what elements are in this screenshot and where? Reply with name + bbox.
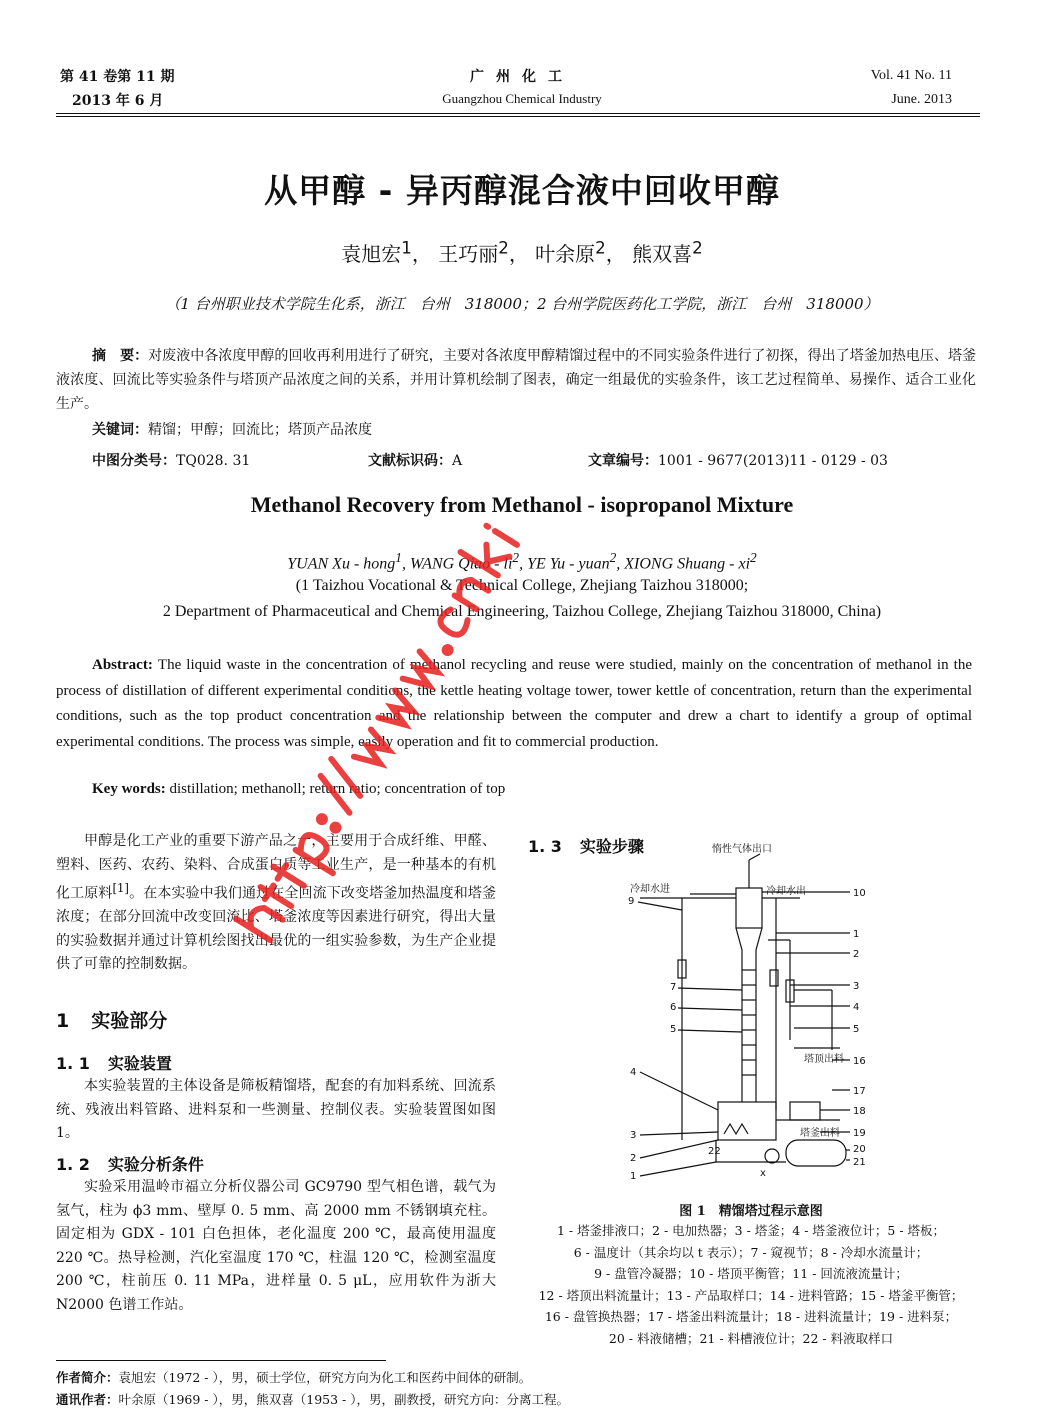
subsection-number: 1. 3 xyxy=(528,837,562,856)
paper-title-en: Methanol Recovery from Methanol - isopropanol Mixture xyxy=(250,492,794,517)
fig-callout-left: 6 xyxy=(670,1002,677,1013)
abstract-en: Abstract: The liquid waste in the concentration of methanol recycling and reuse were studied, mainly on the concentration of methanol in the process of distillation of different experimental conditions, the kettle heating voltage tower, tower kettle of concentration, return than the experimental conditions, such as the top product concentration and the relationship between the computer and drew a chart to identify a group of optimal experimental conditions. The process was simple, easily operation and fit to commercial production. xyxy=(56,657,972,750)
subsection-title: 实验步骤 xyxy=(579,837,644,856)
author-cn: 叶余原 xyxy=(535,242,596,266)
author-aff: 1 xyxy=(395,550,402,565)
subsection-title: 实验分析条件 xyxy=(107,1155,204,1174)
fig-callout-right: 21 xyxy=(853,1157,866,1168)
journal-volume: 第 41 卷第 11 期 xyxy=(60,69,175,85)
section-number: 1 xyxy=(56,1010,70,1032)
fig-callout-left: 9 xyxy=(628,896,635,907)
classification-value: TQ028. 31 xyxy=(176,453,251,469)
fig-callout-right: 18 xyxy=(853,1106,866,1117)
journal-date: 2013 年 6 月 xyxy=(72,93,164,109)
fig-callout-right: 20 xyxy=(853,1144,866,1155)
footnote-rule xyxy=(56,1360,386,1361)
fig-label-cool-in: 冷却水进 xyxy=(630,884,670,895)
author-bio xyxy=(56,1368,531,1386)
subsection-1-1-text xyxy=(56,1075,496,1146)
fig-callout-right: 19 xyxy=(853,1128,866,1139)
paragraph: 实验采用温岭市福立分析仪器公司 GC9790 型气相色谱，载气为氢气，柱为 ϕ3 mm、壁厚 0. 5 mm、高 2000 mm 不锈钢填充柱。固定相为 GDX - 101 白色担体，老化温度 200 ℃，最高使用温度 220 ℃。热导检测，汽化室温度 170 ℃，柱温 120 ℃，检测室温度 200 ℃，柱前压 0. 11 MPa，进样量 0. 5 μL，应用软件为浙大 N2000 色谱工作站。 xyxy=(56,1179,496,1313)
journal-name-en: Guangzhou Chemical Industry xyxy=(442,91,602,106)
figure-legend xyxy=(522,1220,980,1349)
fig-callout-right: 16 xyxy=(853,1056,866,1067)
authors-cn: 袁旭宏$^1$， 王巧丽$^2$， 叶余原$^2$， 熊双喜$^2$ xyxy=(341,238,703,266)
fig-label-top-out: 塔顶出料 xyxy=(804,1054,844,1065)
abstract-en-label: Abstract xyxy=(92,657,148,673)
fig-callout-left: 5 xyxy=(670,1024,677,1035)
legend-line: 6 - 温度计（其余均以 t 表示）；7 - 窥视节；8 - 冷却水流量计； xyxy=(573,1244,929,1260)
bio-text: 袁旭宏（1972 - ），男，硕士学位，研究方向为化工和医药中间体的研制。 xyxy=(118,1370,532,1385)
keywords-en-text: distillation; methanoll; return ratio; concentration of top xyxy=(169,781,506,797)
keywords-cn-text: 精馏；甲醇；回流比；塔顶产品浓度 xyxy=(148,422,372,438)
subsection-1-1-heading xyxy=(56,1051,172,1074)
watermark-graphic xyxy=(190,470,730,970)
fig-callout-left: 2 xyxy=(630,1153,637,1164)
author-en: YUAN Xu - hong xyxy=(287,555,396,573)
fig-callout-right: 2 xyxy=(853,949,860,960)
condenser xyxy=(736,888,762,928)
legend-line: 16 - 盘管换热器；17 - 塔釜出料流量计；18 - 进料流量计；19 - 进料泵； xyxy=(544,1309,958,1324)
abstract-en-text: The liquid waste in the concentration of methanol recycling and reuse were studied, mainly on the concentration of methanol in the process of distillation of different experimental conditions, the kettle heating voltage tower, tower kettle of concentration, return than the experimental conditions, such as the top product concentration and the relationship between the computer and drew a chart to identify a group of optimal experimental conditions. The process was simple, easily operation and fit to commercial production. xyxy=(56,657,972,750)
abstract-cn xyxy=(56,344,976,416)
author-aff: 2 xyxy=(512,550,520,565)
corr-label: 通讯作者： xyxy=(56,1392,119,1407)
article-number-label: 文章编号： xyxy=(588,453,658,469)
legend-line: 1 - 塔釜排液口；2 - 电加热器；3 - 塔釜；4 - 塔釜液位计；5 - 塔板； xyxy=(556,1223,946,1238)
fig-label-gas-out: 惰性气体出口 xyxy=(712,844,772,855)
bio-label: 作者简介： xyxy=(56,1370,119,1385)
corr-text: 叶余原（1969 - ），男，熊双喜（1953 - ），男，副教授，研究方向：分离工程。 xyxy=(118,1392,569,1407)
fig-callout-right: 17 xyxy=(853,1086,866,1097)
article-number xyxy=(588,450,888,470)
fig-callout-22: 22 xyxy=(708,1146,721,1157)
author-aff: 2 xyxy=(750,550,757,565)
author-en: WANG Qiao - li xyxy=(409,555,513,573)
author-aff: 2 xyxy=(595,238,606,258)
fig-callout-left: 7 xyxy=(670,982,677,993)
feed-tank xyxy=(786,1140,846,1166)
author-en: XIONG Shuang - xi xyxy=(624,555,751,573)
keywords-cn xyxy=(92,419,372,439)
affiliation-cn: （1 台州职业技术学院生化系，浙江 台州 318000；2 台州学院医药化工学院，浙江 台州 318000） xyxy=(165,295,879,313)
heat-exchanger xyxy=(790,1102,820,1120)
kettle xyxy=(718,1102,776,1140)
legend-line: 12 - 塔顶出料流量计；13 - 产品取样口；14 - 进料管路；15 - 塔釜平衡管； xyxy=(538,1287,964,1303)
keywords-en-label: Key words xyxy=(92,781,161,797)
flowmeter xyxy=(770,970,778,986)
author-cn: 袁旭宏 xyxy=(341,242,402,266)
doc-code xyxy=(368,450,462,470)
paragraph: 本实验装置的主体设备是筛板精馏塔，配套的有加料系统、回流系统、残液出料管路、进料泵和一些测量、控制仪表。实验装置图如图 1。 xyxy=(56,1078,496,1141)
subsection-number: 1. 2 xyxy=(56,1155,90,1174)
section-1-heading xyxy=(56,1006,167,1033)
fig-callout-right: 1 xyxy=(853,929,860,940)
author-aff: 1 xyxy=(401,238,412,258)
abstract-cn-text: 对废液中各浓度甲醇的回收再利用进行了研究，主要对各浓度甲醇精馏过程中的不同实验条件进行了初探，得出了塔釜加热电压、塔釜液浓度、回流比等实验条件与塔顶产品浓度之间的关系，并用计算机绘制了图表，确定一组最优的实验条件，该工艺过程简单、易操作、适合工业化生产。 xyxy=(56,348,977,412)
author-aff: 2 xyxy=(498,238,509,258)
legend-line: 20 - 料液储槽；21 - 料槽液位计；22 - 料液取样口 xyxy=(608,1330,894,1346)
classification-label: 中图分类号： xyxy=(92,453,176,469)
fig-label-x: x xyxy=(760,1168,766,1179)
subsection-1-2-text xyxy=(56,1176,496,1317)
subsection-number: 1. 1 xyxy=(56,1054,90,1073)
authors-en: YUAN Xu - hong$^1$, WANG Qiao - $li^2$, YE Yu - yuan$^2$, XIONG Shuang - $xi^2$ xyxy=(287,550,757,573)
author-cn: 王巧丽 xyxy=(438,242,499,266)
fig-callout-left: 4 xyxy=(630,1067,637,1078)
legend-line: 9 - 盘管冷凝器；10 - 塔顶平衡管；11 - 回流液流量计； xyxy=(594,1266,908,1281)
fig-callout-right: 5 xyxy=(853,1024,860,1035)
section-title: 实验部分 xyxy=(91,1010,168,1032)
author-aff: 2 xyxy=(692,238,703,258)
journal-volume-en: Vol. 41 No. 11 xyxy=(870,68,952,83)
journal-date-en: June. 2013 xyxy=(891,92,952,107)
journal-name-cn: 广州化工 xyxy=(470,69,574,85)
keywords-cn-label: 关键词： xyxy=(92,422,148,438)
affiliation-en-2: 2 Department of Pharmaceutical and Chemical Engineering, Taizhou College, Zhejiang Taizhou 318000, China) xyxy=(162,603,882,620)
fig-label-cool-out: 冷却水出 xyxy=(766,886,806,897)
fig-callout-right: 4 xyxy=(853,1002,860,1013)
header-rule xyxy=(56,113,980,114)
author-cn: 熊双喜 xyxy=(632,242,693,266)
keywords-en: Key words: distillation; methanoll; return ratio; concentration of top xyxy=(92,781,506,797)
figure-caption: 图 1 精馏塔过程示意图 xyxy=(679,1204,823,1219)
citation-ref: [1] xyxy=(112,881,129,895)
fig-label-kettle-out: 塔釜出料 xyxy=(800,1128,840,1139)
author-aff: 2 xyxy=(609,550,617,565)
subsection-title: 实验装置 xyxy=(107,1054,172,1073)
doc-code-value: A xyxy=(452,453,463,469)
classification xyxy=(92,450,250,470)
abstract-cn-label: 摘 要： xyxy=(92,348,149,364)
affiliation-en-1: (1 Taizhou Vocational & Technical College, Zhejiang Taizhou 318000; xyxy=(295,577,749,594)
intro-text: 甲醇是化工产业的重要下游产品之一，主要用于合成纤维、甲醛、塑料、医药、农药、染料、合成蛋白质等工业生产，是一种基本的有机化工原料 xyxy=(56,833,496,902)
fig-callout-left: 3 xyxy=(630,1130,637,1141)
fig-callout-left: 1 xyxy=(630,1171,637,1182)
doc-code-label: 文献标识码： xyxy=(368,453,452,469)
paper-title-cn: 从甲醇 - 异丙醇混合液中回收甲醇 xyxy=(264,171,780,210)
feed-pump xyxy=(765,1149,779,1163)
intro-text-cont: 。在本实验中我们通过在全回流下改变塔釜加热温度和塔釜浓度；在部分回流中改变回流比、塔釜浓度等因素进行研究，得出大量的实验数据并通过计算机绘图找出最优的一组实验参数，为生产企业提供了可靠的控制数据。 xyxy=(56,885,497,973)
header-rule-2 xyxy=(56,116,980,117)
article-number-value: 1001 - 9677(2013)11 - 0129 - 03 xyxy=(658,453,888,469)
fig-callout-right: 3 xyxy=(853,981,860,992)
fig-callout-right: 10 xyxy=(853,888,866,899)
subsection-1-2-heading xyxy=(56,1152,204,1175)
corresponding-author xyxy=(56,1390,569,1408)
author-en: YE Yu - yuan xyxy=(527,555,610,573)
